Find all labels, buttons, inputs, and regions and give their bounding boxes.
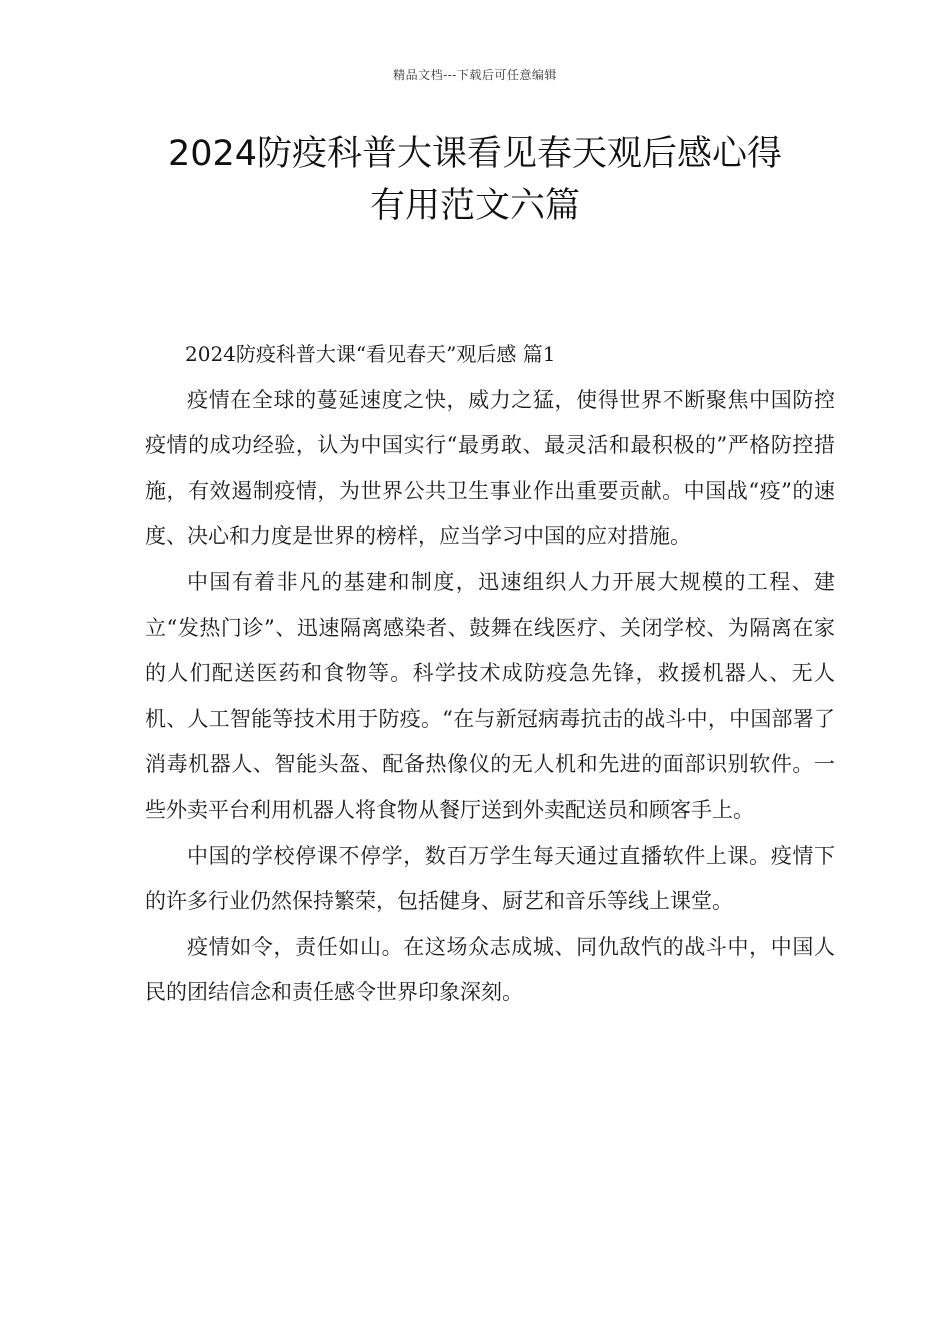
- document-title-line-1: 2024防疫科普大课看见春天观后感心得: [167, 134, 783, 174]
- body-paragraph-1: 疫情在全球的蔓延速度之快，威力之猛，使得世界不断聚焦中国防控疫情的成功经验，认为中国实行“最勇敢、最灵活和最积极的”严格防控措施，有效遏制疫情，为世界公共卫生事业作出重要贡献。中国战“疫”的速度、决心和力度是世界的榜样，应当学习中国的应对措施。: [145, 387, 835, 549]
- body-paragraph-3: 中国的学校停课不停学，数百万学生每天通过直播软件上课。疫情下的许多行业仍然保持繁荣，包括健身、厨艺和音乐等线上课堂。: [145, 843, 835, 914]
- body-paragraph-2: 中国有着非凡的基建和制度，迅速组织人力开展大规模的工程、建立“发热门诊”、迅速隔离感染者、鼓舞在线医疗、关闭学校、为隔离在家的人们配送医药和食物等。科学技术成防疫急先锋，救援机器人、无人机、人工智能等技术用于防疫。“在与新冠病毒抗击的战斗中，中国部署了消毒机器人、智能头盔、配备热像仪的无人机和先进的面部识别软件。一些外卖平台利用机器人将食物从餐厅送到外卖配送员和顾客手上。: [145, 569, 835, 822]
- body-paragraph-4: 疫情如令，责任如山。在这场众志成城、同仇敌忾的战斗中，中国人民的团结信念和责任感令世界印象深刻。: [145, 934, 835, 1005]
- section-heading: 2024防疫科普大课“看见春天”观后感 篇1: [185, 342, 556, 366]
- document-body: [145, 332, 835, 1016]
- document-title: [95, 128, 855, 232]
- header-note: 精品文档---下载后可任意编辑: [393, 68, 557, 82]
- document-title-line-2: 有用范文六篇: [369, 186, 580, 226]
